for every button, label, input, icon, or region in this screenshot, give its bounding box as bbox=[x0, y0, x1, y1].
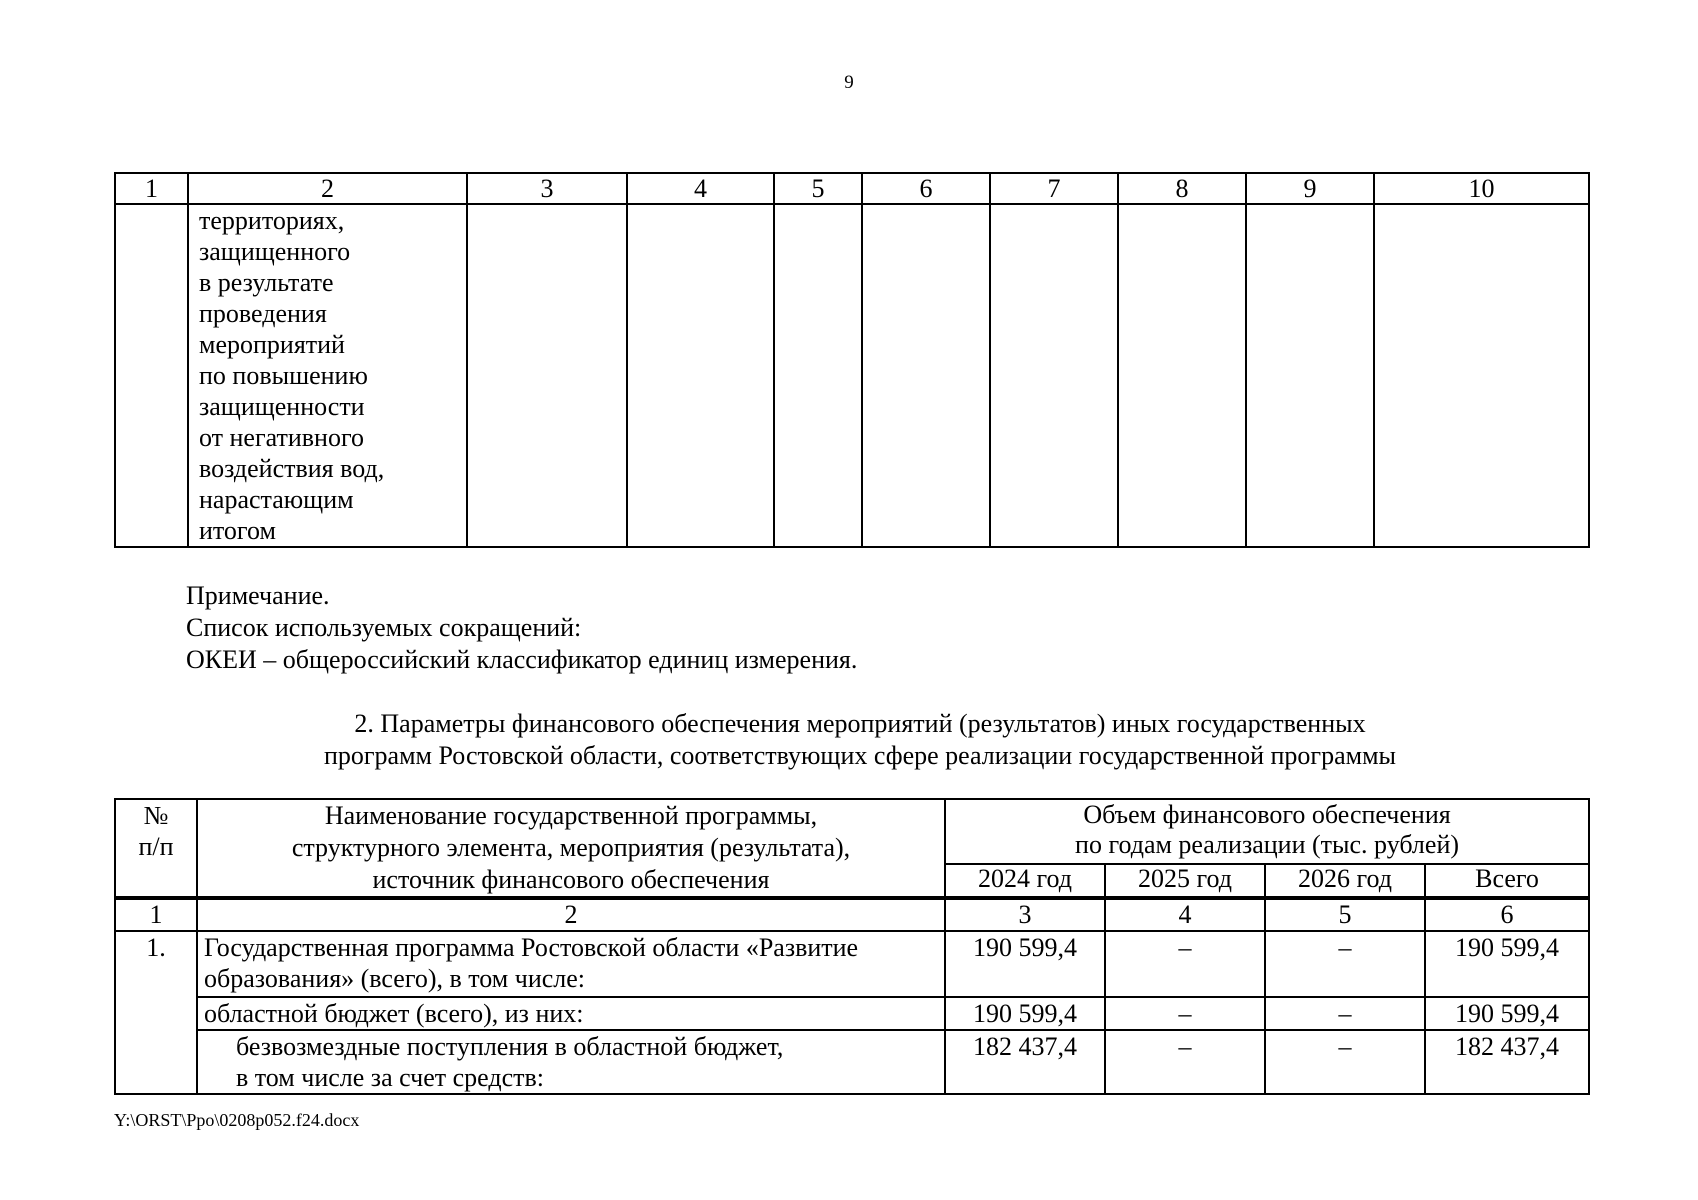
table2-col-number: 1 bbox=[115, 898, 197, 931]
value-2026: – bbox=[1265, 997, 1425, 1030]
indicator-name-text: территориях, защищенного в результате проведения мероприятий по повышению защищенности от негативного воздействия вод, нарастающим итогом bbox=[199, 206, 385, 545]
value-2025: – bbox=[1105, 931, 1265, 997]
header-total: Всего bbox=[1425, 864, 1589, 898]
value-2024: 182 437,4 bbox=[945, 1030, 1105, 1094]
table-row bbox=[115, 997, 1589, 1030]
table-row bbox=[115, 931, 1589, 997]
table1-cell bbox=[627, 204, 774, 547]
value-total: 190 599,4 bbox=[1425, 931, 1589, 997]
table1-column-numbers-row bbox=[115, 173, 1589, 204]
value-2025: – bbox=[1105, 1030, 1265, 1094]
row-name: областной бюджет (всего), из них: bbox=[197, 997, 945, 1030]
table1-cell bbox=[774, 204, 862, 547]
value-total: 182 437,4 bbox=[1425, 1030, 1589, 1094]
table2-col-number: 3 bbox=[945, 898, 1105, 931]
table1-cell bbox=[1118, 204, 1246, 547]
value-2026: – bbox=[1265, 931, 1425, 997]
indicators-table-continuation bbox=[114, 172, 1590, 548]
header-year: 2025 год bbox=[1105, 864, 1265, 898]
table1-col-number: 1 bbox=[115, 173, 188, 204]
table2-col-number: 6 bbox=[1425, 898, 1589, 931]
table1-col-number: 10 bbox=[1374, 173, 1589, 204]
table1-col-number: 3 bbox=[467, 173, 627, 204]
table2-col-number: 4 bbox=[1105, 898, 1265, 931]
table2-header-row bbox=[115, 799, 1589, 864]
value-2025: – bbox=[1105, 997, 1265, 1030]
page-number: 9 bbox=[844, 72, 854, 93]
table1-cell bbox=[1374, 204, 1589, 547]
table1-col-number: 4 bbox=[627, 173, 774, 204]
table1-col-number: 5 bbox=[774, 173, 862, 204]
table2-col-number: 5 bbox=[1265, 898, 1425, 931]
table2-column-numbers-row bbox=[115, 898, 1589, 931]
table1-col-number: 8 bbox=[1118, 173, 1246, 204]
table1-cell bbox=[467, 204, 627, 547]
table1-cell bbox=[1246, 204, 1374, 547]
file-path-footer: Y:\ORST\Ppo\0208p052.f24.docx bbox=[114, 1110, 360, 1130]
note-abbreviations-heading: Список используемых сокращений: bbox=[186, 613, 582, 642]
note-title: Примечание. bbox=[186, 581, 330, 610]
table1-col-number: 7 bbox=[990, 173, 1118, 204]
table1-col-number: 9 bbox=[1246, 173, 1374, 204]
header-year: 2026 год bbox=[1265, 864, 1425, 898]
financing-table bbox=[114, 798, 1590, 1095]
value-total: 190 599,4 bbox=[1425, 997, 1589, 1030]
header-year: 2024 год bbox=[945, 864, 1105, 898]
table1-cell-indicator-name bbox=[188, 204, 467, 547]
value-2024: 190 599,4 bbox=[945, 997, 1105, 1030]
header-name: Наименование государственной программы, структурного элемента, мероприятия (результата), источник финансового обеспечения bbox=[197, 799, 945, 898]
row-name: безвозмездные поступления в областной бюджет, в том числе за счет средств: bbox=[197, 1030, 945, 1094]
row-name: Государственная программа Ростовской области «Развитие образования» (всего), в том числе: bbox=[197, 931, 945, 997]
row-number: 1. bbox=[115, 931, 197, 1094]
table2-col-number: 2 bbox=[197, 898, 945, 931]
table1-col-number: 6 bbox=[862, 173, 990, 204]
header-number: № п/п bbox=[115, 799, 197, 898]
table1-row bbox=[115, 204, 1589, 547]
table1-cell bbox=[115, 204, 188, 547]
header-volume: Объем финансового обеспечения по годам реализации (тыс. рублей) bbox=[945, 799, 1589, 864]
note-abbreviation-okei: ОКЕИ – общероссийский классификатор единиц измерения. bbox=[186, 645, 858, 674]
section-title-line: 2. Параметры финансового обеспечения мероприятий (результатов) иных государственных bbox=[354, 709, 1366, 738]
table1-col-number: 2 bbox=[188, 173, 467, 204]
table1-cell bbox=[862, 204, 990, 547]
table1-cell bbox=[990, 204, 1118, 547]
table-row bbox=[115, 1030, 1589, 1094]
section-title bbox=[160, 708, 1560, 772]
section-title-line: программ Ростовской области, соответствующих сфере реализации государственной программы bbox=[323, 741, 1397, 770]
note-block bbox=[186, 580, 857, 676]
value-2024: 190 599,4 bbox=[945, 931, 1105, 997]
value-2026: – bbox=[1265, 1030, 1425, 1094]
